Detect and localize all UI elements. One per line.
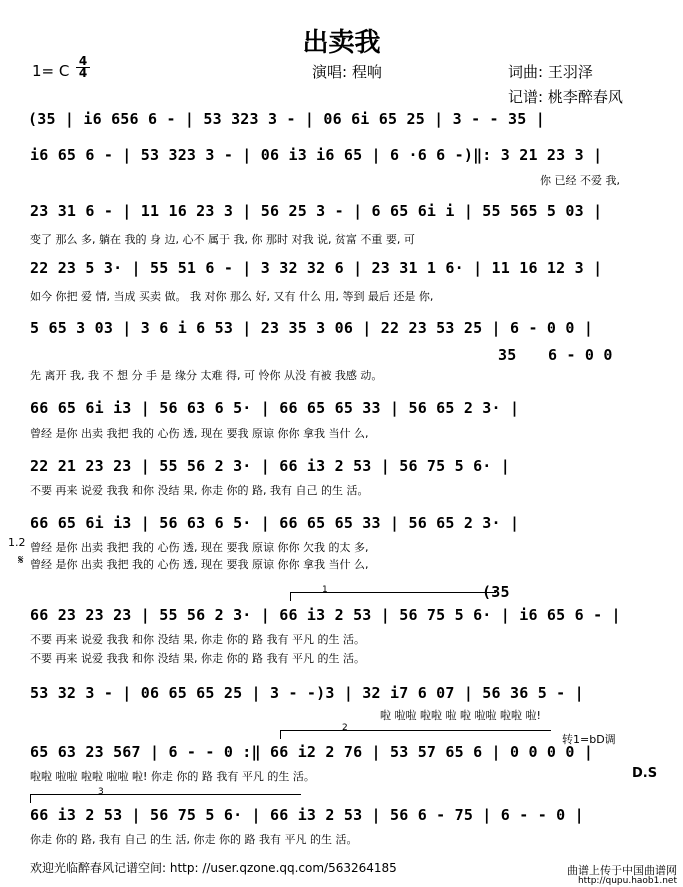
lyric-row: 先 离开 我, 我 不 想 分 手 是 缘分 太难 得, 可 怜你 从没 有被 我感 动。 [30, 369, 383, 382]
site-url: http://qupu.haob1.net [577, 876, 677, 886]
song-title: 出卖我 [302, 28, 381, 58]
bridge-intro-35: (35 [482, 583, 510, 601]
alt-notes-35: 35 [498, 346, 517, 364]
lyric-row: 啦啦 啦啦 啦啦 啦啦 啦! 你走 你的 路 我有 平凡 的生 活。 [30, 770, 315, 783]
lyric-row: 曾经 是你 出卖 我把 我的 心伤 透, 现在 要我 原谅 你你 拿我 当什 么, [30, 427, 369, 440]
notation-row: 23 31 6 - | 11 16 23 3 | 56 25 3 - | 6 65 6i i | 55 565 5 03 | [30, 202, 603, 220]
notation-row: 53 32 3 - | 06 65 65 25 | 3 - -)3 | 32 i7 6 07 | 56 36 5 - | [30, 684, 584, 702]
key-change: 转1=bD调 [562, 733, 616, 746]
time-signature-top: 4 [78, 54, 88, 68]
notation-row: 22 23 5 3· | 55 51 6 - | 3 32 32 6 | 23 31 1 6· | 11 16 12 3 | [30, 259, 603, 277]
notation-row: 5 65 3 03 | 3 6 i 6 53 | 23 35 3 06 | 22 23 53 25 | 6 - 0 0 | [30, 319, 594, 337]
segno-sign: 𝄋 [18, 553, 24, 568]
composer: 词曲: 王羽泽 [508, 63, 593, 81]
volta-bracket [280, 730, 551, 739]
notation-row: 66 65 6i i3 | 56 63 6 5· | 66 65 65 33 | 56 65 2 3· | [30, 399, 520, 417]
volta-2-label: 2 [342, 723, 348, 733]
volta-bracket [30, 794, 301, 803]
time-signature [76, 56, 90, 79]
lyric-row: 曾经 是你 出卖 我把 我的 心伤 透, 现在 要我 原谅 你你 欠我 的太 多, [30, 541, 369, 554]
key-signature: 1= C [32, 62, 70, 80]
notation-row: 66 i3 2 53 | 56 75 5 6· | 66 i3 2 53 | 56 6 - 75 | 6 - - 0 | [30, 806, 584, 824]
lyric-row: 不要 再来 说爱 我我 和你 没结 果, 你走 你的 路, 我有 自己 的生 活。 [30, 484, 369, 497]
verse-marker: 1.2 [8, 536, 26, 549]
notation-row: 22 21 23 23 | 55 56 2 3· | 66 i3 2 53 | 56 75 5 6· | [30, 457, 510, 475]
lyric-row: 啦 啦啦 啦啦 啦 啦 啦啦 啦啦 啦! [380, 709, 541, 722]
volta-1-label: 1 [322, 585, 328, 595]
ds-mark: D.S [632, 766, 658, 781]
time-signature-bottom: 4 [76, 67, 90, 79]
footer-text: 欢迎光临醉春风记谱空间: http: //user.qzone.qq.com/563264185 [30, 861, 397, 875]
notation-row: 65 63 23 567 | 6 - - 0 :‖ 66 i2 2 76 | 53 57 65 6 | 0 0 0 0 | [30, 743, 594, 761]
lyric-row: 如今 你把 爱 情, 当成 买卖 做。 我 对你 那么 好, 又有 什么 用, 等到 最后 还是 你, [30, 290, 434, 303]
lyric-row: 变了 那么 多, 躺在 我的 身 边, 心不 属于 我, 你 那时 对我 说, 贫富 不重 要, 可 [30, 233, 415, 246]
notation-row: (35 | i6 656 6 - | 53 323 3 - | 06 6i 65 25 | 3 - - 35 | [28, 110, 545, 128]
notation-row: 66 65 6i i3 | 56 63 6 5· | 66 65 65 33 | 56 65 2 3· | [30, 514, 520, 532]
lyric-row: 不要 再来 说爱 我我 和你 没结 果, 你走 你的 路 我有 平凡 的生 活。 [30, 633, 365, 646]
lyric-row: 曾经 是你 出卖 我把 我的 心伤 透, 现在 要我 原谅 你你 拿我 当什 么, [30, 558, 369, 571]
volta-3-label: 3 [98, 787, 104, 797]
transcriber: 记谱: 桃李醉春风 [508, 88, 623, 106]
volta-bracket [290, 592, 496, 601]
lyric-row: 你 已经 不爱 我, [540, 174, 620, 187]
singer: 演唱: 程响 [312, 63, 382, 81]
lyric-row: 你走 你的 路, 我有 自己 的生 活, 你走 你的 路 我有 平凡 的生 活。 [30, 833, 358, 846]
alt-notes-tail: 6 - 0 0 [548, 346, 613, 364]
lyric-row: 不要 再来 说爱 我我 和你 没结 果, 你走 你的 路 我有 平凡 的生 活。 [30, 652, 365, 665]
notation-row: 66 23 23 23 | 55 56 2 3· | 66 i3 2 53 | 56 75 5 6· | i6 65 6 - | [30, 606, 621, 624]
site-watermark: 曲谱上传于中国曲谱网 [567, 864, 677, 877]
notation-row: i6 65 6 - | 53 323 3 - | 06 i3 i6 65 | 6 ·6 6 -)‖: 3 21 23 3 | [30, 146, 603, 164]
